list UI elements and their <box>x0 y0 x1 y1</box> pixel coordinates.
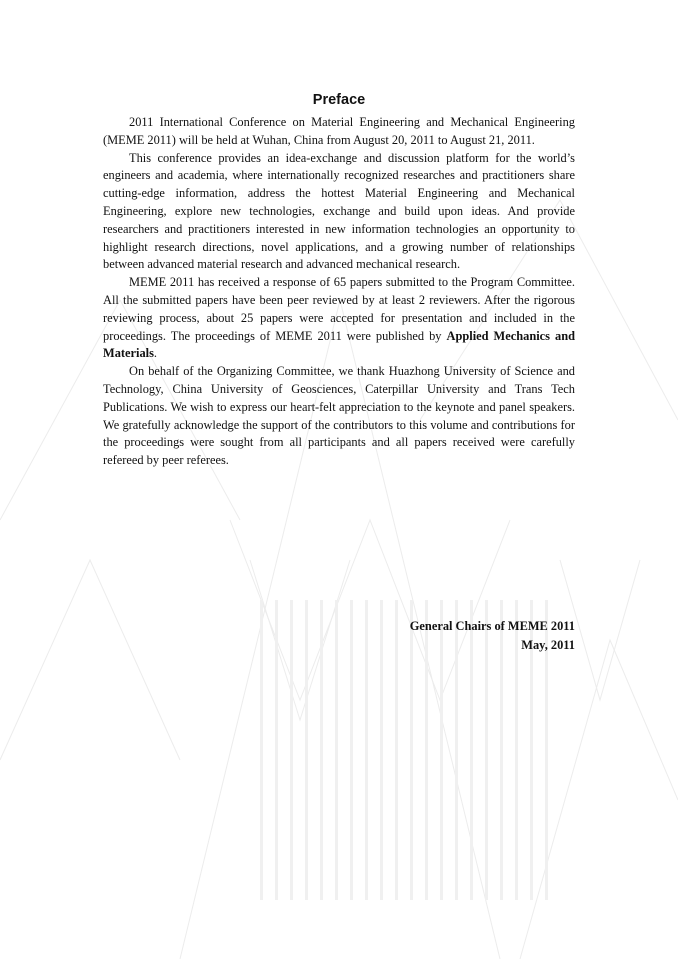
review-process-text: MEME 2011 has received a response of 65 papers submitted to the Program Committee. All the submitted papers have been peer reviewed by at least 2 reviewers. After the rigorous reviewing process, about 25 papers were accepted for presentation and included in the proceedings. The proceedings of MEME 2011 were published by <box>103 275 575 343</box>
signature-chairs: General Chairs of MEME 2011 <box>409 619 575 633</box>
paragraph-acknowledgements: On behalf of the Organizing Committee, we thank Huazhong University of Science and Technology, China University of Geosciences, Caterpillar University and Trans Tech Publications. We wish to express our heart-felt appreciation to the keynote and panel speakers. We gratefully acknowledge the support of the contributors to this volume and contributions for the proceedings were sought from all participants and all papers received were carefully refereed by peer referees. <box>103 364 575 468</box>
publication-name: Applied Mechanics and Materials <box>103 328 575 361</box>
page-title: Preface <box>312 92 366 108</box>
paragraph-review-process <box>103 274 575 363</box>
paragraph-conference-purpose: This conference provides an idea-exchange and discussion platform for the world’s engineers and academia, where internationally recognized researches and practitioners share cutting-edge information, address the hottest Material Engineering and Mechanical Engineering, explore new technologies, exchange and build upon ideas. And provide researchers and practitioners interested in new information technologies an opportunity to highlight research directions, novel applications, and a growing number of relationships between advanced material research and advanced mechanical research. <box>103 150 575 272</box>
review-process-end: . <box>153 346 158 361</box>
document-body <box>103 90 575 470</box>
signature-date: May, 2011 <box>521 637 575 652</box>
signature-block <box>300 617 575 654</box>
paragraph-conference-intro: 2011 International Conference on Material Engineering and Mechanical Engineering (MEME 2011) will be held at Wuhan, China from August 20, 2011 to August 21, 2011. <box>103 115 575 147</box>
